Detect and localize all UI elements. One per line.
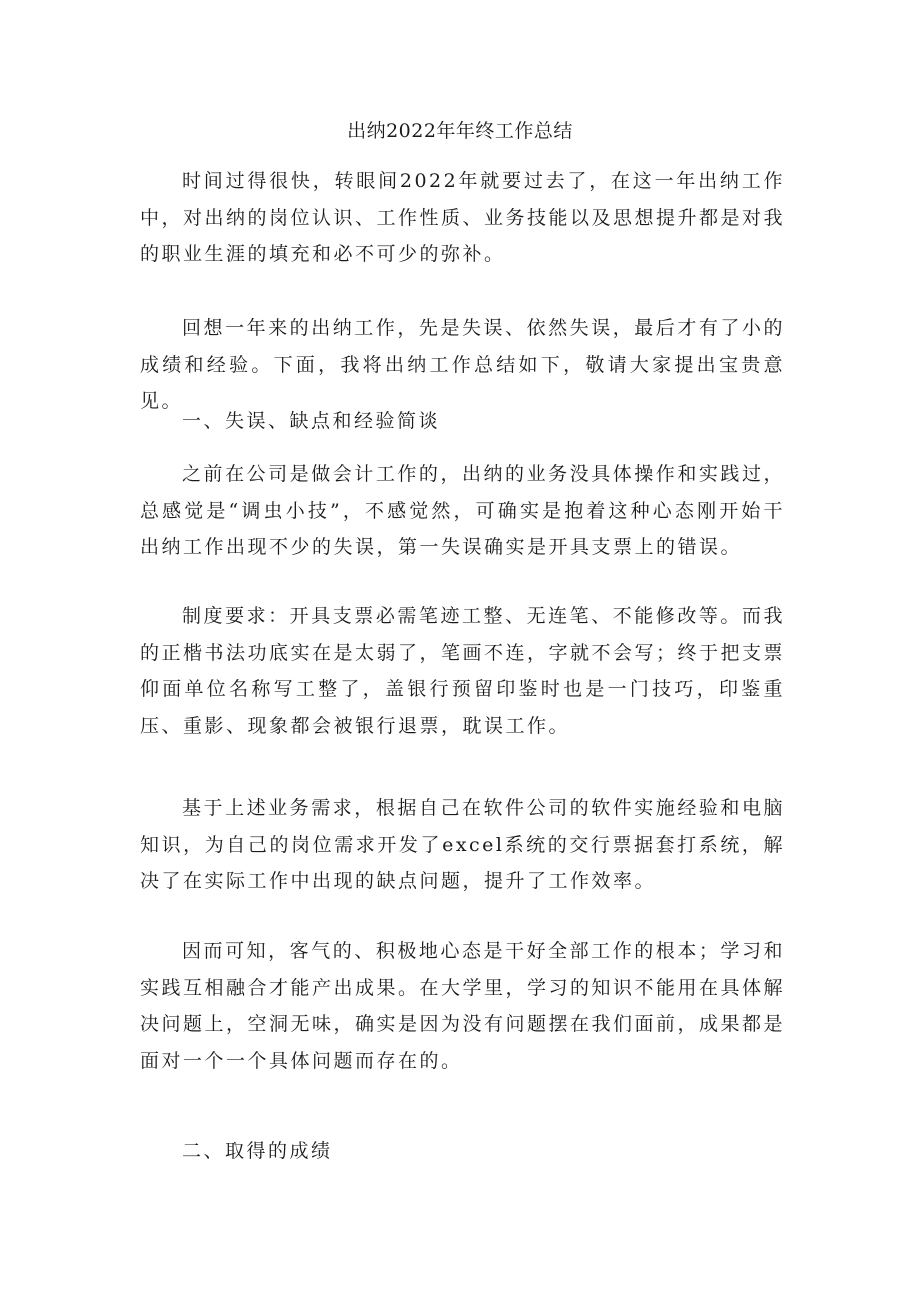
paragraph-mistakes: 之前在公司是做会计工作的，出纳的业务没具体操作和实践过，总感觉是“调虫小技”，不感觉然，可确实是抱着这种心态刚开始干出纳工作出现不少的失误，第一失误确实是开具支票上的错误。 — [140, 463, 785, 558]
paragraph-intro: 时间过得很快，转眼间2022年就要过去了，在这一年出纳工作中，对出纳的岗位认识、工作性质、业务技能以及思想提升都是对我的职业生涯的填充和必不可少的弥补。 — [140, 170, 786, 265]
paragraph-solution: 基于上述业务需求，根据自己在软件公司的软件实施经验和电脑知识，为自己的岗位需求开发了excel系统的交行票据套打系统，解决了在实际工作中出现的缺点问题，提升了工作效率。 — [140, 797, 785, 892]
paragraph-review: 回想一年来的出纳工作，先是失误、依然失误，最后才有了小的成绩和经验。下面，我将出纳工作总结如下，敬请大家提出宝贵意见。 — [140, 317, 785, 412]
section-heading-1: 一、失误、缺点和经验简谈 — [182, 410, 441, 432]
document-title: 出纳2022年年终工作总结 — [347, 120, 573, 142]
paragraph-conclusion: 因而可知，客气的、积极地心态是干好全部工作的根本；学习和实践互相融合才能产出成果。在大学里，学习的知识不能用在具体解决问题上，空洞无味，确实是因为没有问题摆在我们面前，成果都是面对一个一个具体问题而存在的。 — [140, 940, 786, 1072]
paragraph-rules: 制度要求：开具支票必需笔迹工整、无连笔、不能修改等。而我的正楷书法功底实在是太弱了，笔画不连，字就不会写；终于把支票仰面单位名称写工整了，盖银行预留印鉴时也是一门技巧，印鉴重压、重影、现象都会被银行退票，耽误工作。 — [140, 605, 786, 737]
section-heading-2: 二、取得的成绩 — [182, 1140, 333, 1162]
